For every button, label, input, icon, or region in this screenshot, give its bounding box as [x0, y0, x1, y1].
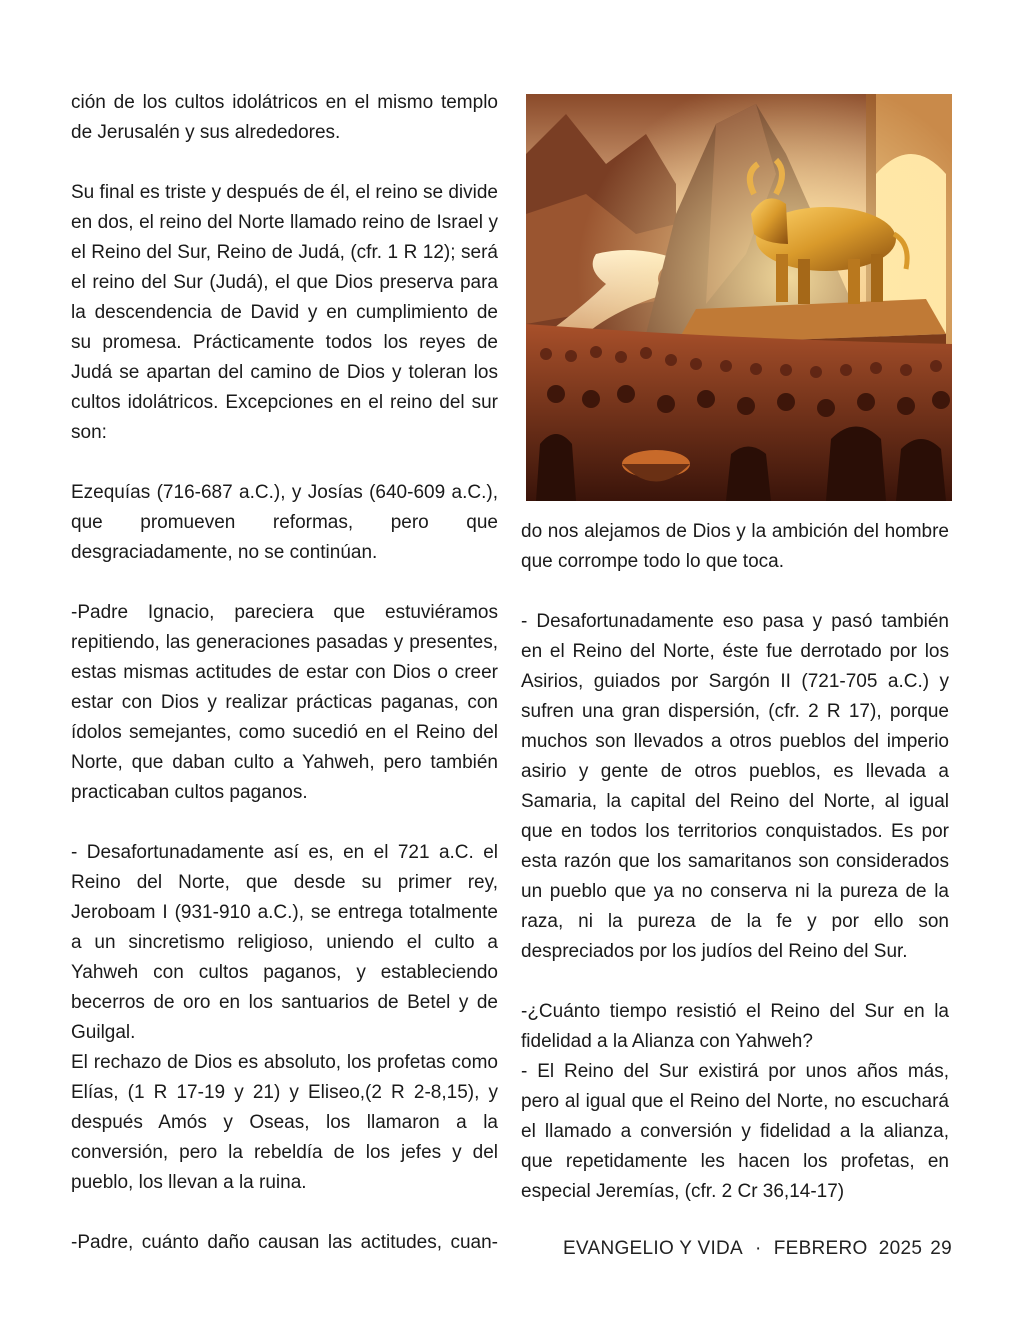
page-number: 29 [930, 1238, 952, 1259]
left-text-column [71, 88, 498, 1258]
paragraph: El rechazo de Dios es absoluto, los profetas como Elías, (1 R 17-19 y 21) y Eliseo,(2 R 2-8,15), y después Amós y Oseas, los llamaron a la conversión, pero la rebeldía de los jefes y del pueblo, los llevan a la ruina. [71, 1052, 498, 1193]
paragraph: Su final es triste y después de él, el reino se divide en dos, el reino del Norte llamado reino de Israel y el Reino del Sur, Reino de Judá, (cfr. 1 R 12); será el reino del Sur (Judá), el que Dios preserva para la descendencia de David y en cumplimiento de su promesa. Prácticamente todos los reyes de Judá se apartan del camino de Dios y toleran los cultos idolátricos. Excepciones en el reino del sur son: [71, 182, 498, 443]
paragraph: -Padre, cuánto daño causan las actitudes, cuan- [71, 1232, 498, 1253]
golden-calf-illustration [526, 94, 952, 501]
magazine-title: EVANGELIO Y VIDA [562, 1238, 744, 1259]
paragraph: ción de los cultos idolátricos en el mismo templo de Jerusalén y sus alrededores. [71, 92, 498, 143]
paragraph: - El Reino del Sur existirá por unos años más, pero al igual que el Reino del Norte, no escuchará el llamado a conversión y fidelidad a la alianza, que repetidamente les hacen los profetas, en especial Jeremías, (cfr. 2 Cr 36,14-17) [521, 1061, 949, 1202]
paragraph: Ezequías (716-687 a.C.), y Josías (640-609 a.C.), que promueven reformas, pero que desgraciadamente, no se continúan. [71, 482, 498, 563]
page-footer [540, 1236, 952, 1262]
paragraph: - Desafortunadamente así es, en el 721 a.C. el Reino del Norte, que desde su primer rey, Jeroboam I (931-910 a.C.), se entrega totalmente a un sincretismo religioso, uniendo el culto a Yahweh con cultos paganos, y estableciendo becerros de oro en los santuarios de Betel y de Guilgal. [71, 842, 498, 1043]
paragraph: -¿Cuánto tiempo resistió el Reino del Sur en la fidelidad a la Alianza con Yahweh? [521, 1001, 949, 1052]
right-text-column [521, 517, 949, 1207]
paragraph: - Desafortunadamente eso pasa y pasó también en el Reino del Norte, éste fue derrotado por los Asirios, guiados por Sargón II (721-705 a.C.) y sufren una gran dispersión, (cfr. 2 R 17), porque muchos son llevados a otros pueblos del imperio asirio y gente de otros pueblos, es llevada a Samaria, la capital del Reino del Norte, al igual que en todos los territorios conquistados. Es por esta razón que los samaritanos son considerados un pueblo que ya no conserva ni la pureza de la raza, ni la pureza de la fe y por ello son despreciados por los judíos del Reino del Sur. [521, 611, 949, 962]
paragraph: do nos alejamos de Dios y la ambición del hombre que corrompe todo lo que toca. [521, 521, 949, 572]
paragraph: -Padre Ignacio, pareciera que estuviéramos repitiendo, las generaciones pasadas y presentes, estas mismas actitudes de estar con Dios o creer estar con Dios y realizar prácticas paganas, con ídolos semejantes, como sucedió en el Reino del Norte, que daban culto a Yahweh, pero también practicaban cultos paganos. [71, 602, 498, 803]
issue-date: FEBRERO 2025 [773, 1238, 923, 1259]
footer-separator: · [755, 1238, 762, 1259]
